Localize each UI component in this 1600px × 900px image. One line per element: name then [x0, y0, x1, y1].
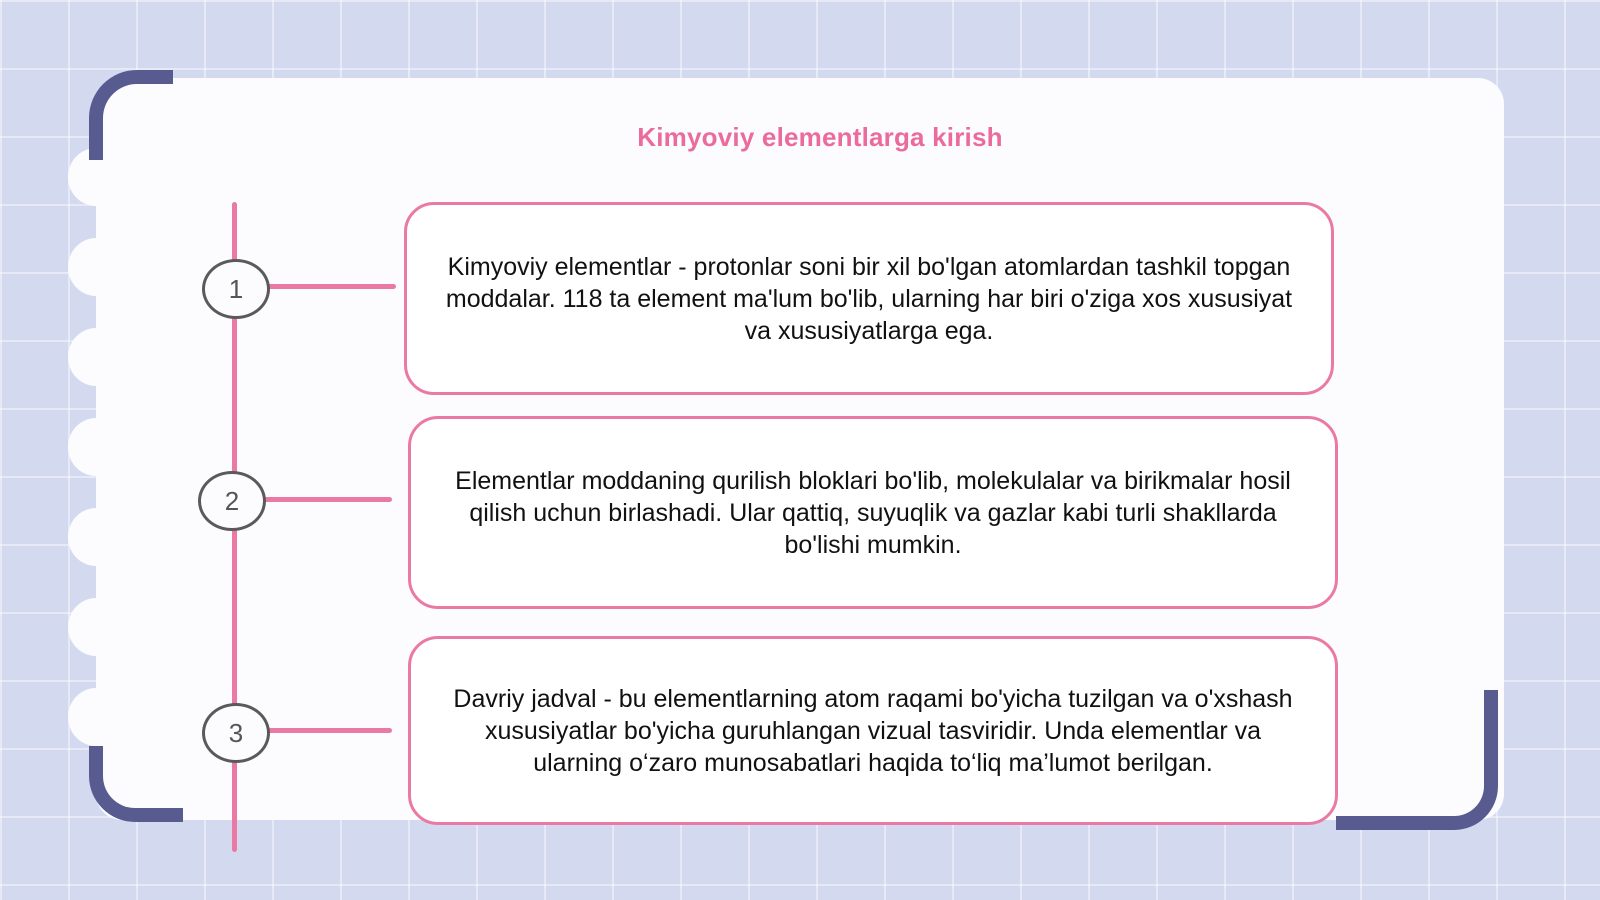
slide-title: Kimyoviy elementlarga kirish	[637, 122, 1003, 152]
card-scallop	[68, 508, 124, 566]
card-scallop	[68, 598, 124, 656]
card-scallop	[68, 328, 124, 386]
card-scallop	[68, 418, 124, 476]
card-scallop	[68, 688, 124, 746]
corner-bracket-top-left	[89, 70, 173, 160]
step-text-box: Kimyoviy elementlar - protonlar soni bir xil bo'lgan atomlardan tashkil topgan moddalar. 118 ta element ma'lum bo'lib, ularning har biri o'ziga xos xususiyat va xususiyatlarga ega.	[404, 202, 1334, 395]
card-scallop	[68, 238, 124, 296]
step-connector	[260, 497, 392, 502]
step-connector	[264, 284, 396, 289]
corner-bracket-bottom-right	[1336, 690, 1498, 830]
step-number-badge: 2	[198, 471, 266, 531]
step-text-box: Elementlar moddaning qurilish bloklari bo'lib, molekulalar va birikmalar hosil qilish uchun birlashadi. Ular qattiq, suyuqlik va gazlar kabi turli shakllarda bo'lishi mumkin.	[408, 416, 1338, 609]
step-number-badge: 1	[202, 259, 270, 319]
step-connector	[264, 728, 392, 733]
step-number-badge: 3	[202, 703, 270, 763]
step-text-box: Davriy jadval - bu elementlarning atom raqami bo'yicha tuzilgan va o'xshash xususiyatlar bo'yicha guruhlangan vizual tasviridir. Unda elementlar va ularning o‘zaro munosabatlari haqida to‘liq ma’lumot berilgan.	[408, 636, 1338, 825]
